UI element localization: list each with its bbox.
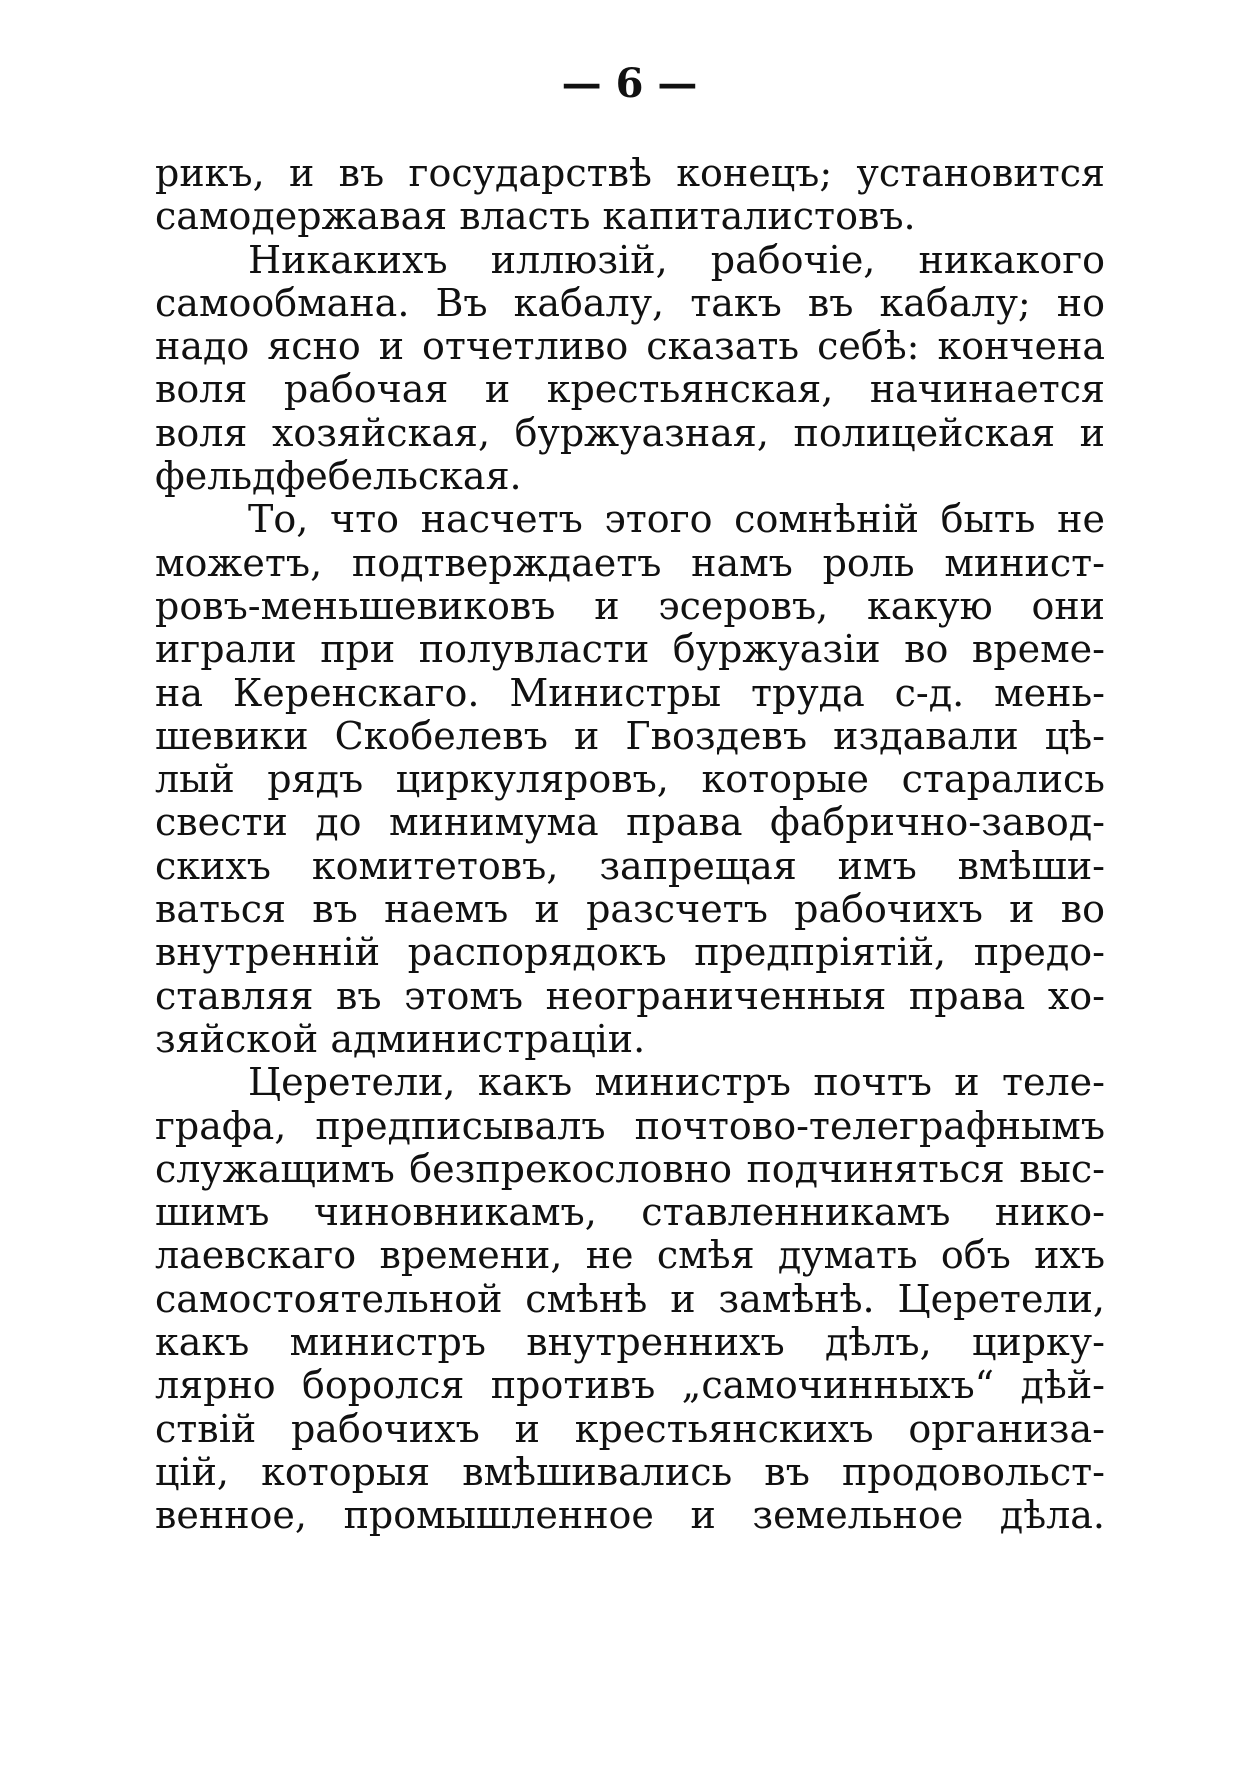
text-line: свести до минимума права фабрично-завод- xyxy=(155,801,1105,845)
text-line: можетъ, подтверждаетъ намъ роль минист- xyxy=(155,541,1105,585)
text-line: ставляя въ этомъ неограниченныя права хо- xyxy=(155,974,1105,1018)
text-line: воля хозяйская, буржуазная, полицейская и xyxy=(155,411,1105,455)
text-line: служащимъ безпрекословно подчиняться выс- xyxy=(155,1147,1105,1191)
text-line: лаевскаго времени, не смѣя думать объ ихъ xyxy=(155,1234,1105,1278)
text-line: играли при полувласти буржуазіи во време- xyxy=(155,628,1105,672)
text-line: цій, которыя вмѣшивались въ продовольст- xyxy=(155,1450,1105,1494)
text-line: внутренній распорядокъ предпріятій, предо- xyxy=(155,931,1105,975)
paragraph xyxy=(155,239,1105,499)
text-line: венное, промышленное и земельное дѣла. xyxy=(155,1494,1105,1538)
text-line: скихъ комитетовъ, запрещая имъ вмѣши- xyxy=(155,844,1105,888)
body-text xyxy=(155,152,1105,1538)
text-line: какъ министръ внутреннихъ дѣлъ, цирку- xyxy=(155,1321,1105,1365)
text-line: самообмана. Въ кабалу, такъ въ кабалу; но xyxy=(155,281,1105,325)
text-line: на Керенскаго. Министры труда с-д. мень- xyxy=(155,671,1105,715)
paragraph xyxy=(155,498,1105,1061)
paragraph xyxy=(155,152,1105,239)
text-line: фельдфебельская. xyxy=(155,455,522,499)
text-line: То, что насчетъ этого сомнѣній быть не xyxy=(248,498,1105,542)
page-number: — 6 — xyxy=(561,60,698,107)
text-line: шевики Скобелевъ и Гвоздевъ издавали цѣ- xyxy=(155,714,1105,758)
text-line: рикъ, и въ государствѣ конецъ; установится xyxy=(155,152,1105,195)
text-line: Церетели, какъ министръ почтъ и теле- xyxy=(248,1061,1105,1105)
text-line: надо ясно и отчетливо сказать себѣ: кончена xyxy=(155,325,1105,369)
text-line: ровъ-меньшевиковъ и эсеровъ, какую они xyxy=(155,584,1105,628)
text-line: шимъ чиновникамъ, ставленникамъ нико- xyxy=(155,1191,1105,1235)
text-line: ваться въ наемъ и разсчетъ рабочихъ и во xyxy=(155,888,1105,932)
text-line: воля рабочая и крестьянская, начинается xyxy=(155,368,1105,412)
paragraph xyxy=(155,1061,1105,1537)
text-line: зяйской администраціи. xyxy=(155,1017,646,1061)
text-line: ствій рабочихъ и крестьянскихъ организа- xyxy=(155,1407,1105,1451)
text-line: самостоятельной смѣнѣ и замѣнѣ. Церетели, xyxy=(155,1277,1105,1321)
text-line: лый рядъ циркуляровъ, которые старались xyxy=(155,758,1105,802)
text-line: графа, предписывалъ почтово-телеграфнымъ xyxy=(155,1104,1105,1148)
text-line: лярно боролся противъ „самочинныхъ“ дѣй- xyxy=(155,1364,1105,1408)
text-line: Никакихъ иллюзій, рабочіе, никакого xyxy=(248,238,1105,282)
text-line: самодержавая власть капиталистовъ. xyxy=(155,195,916,239)
